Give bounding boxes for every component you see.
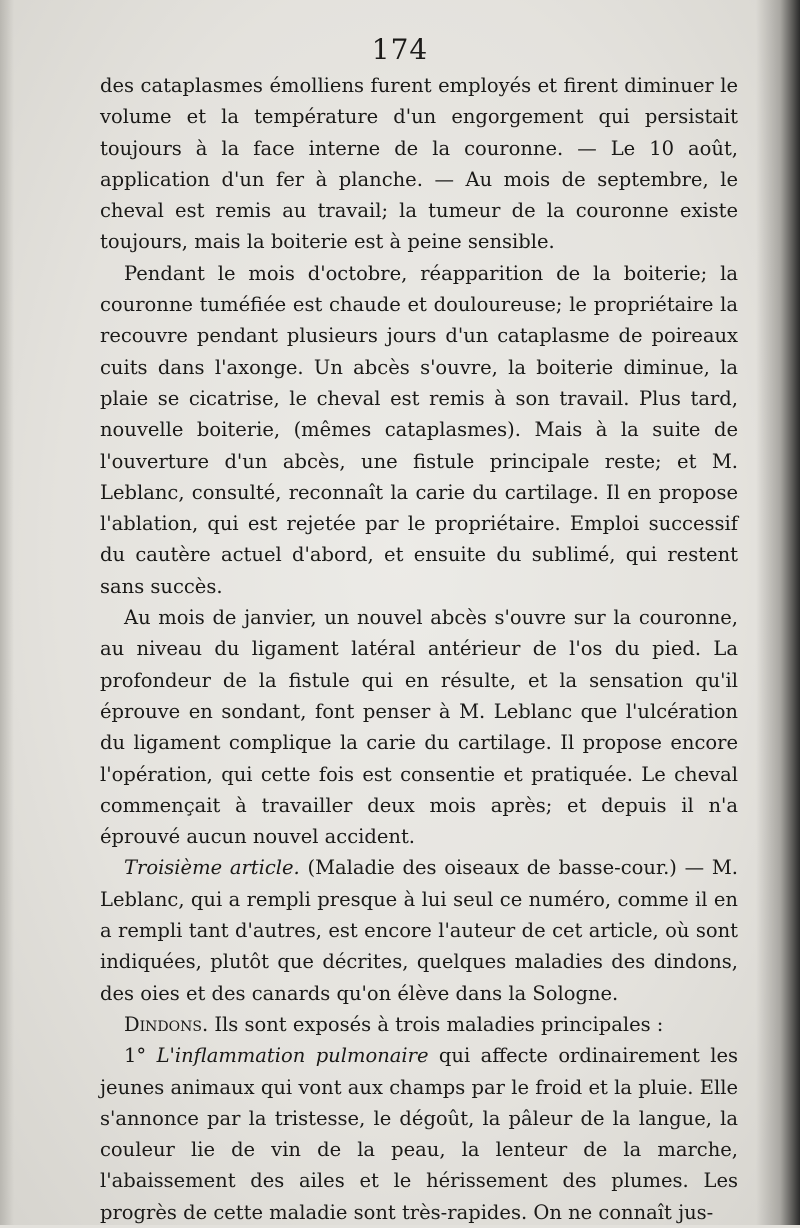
paragraph-4-text: (Maladie des oiseaux de basse-cour.) — M. Leblanc, qui a rempli presque à lui seul ce numéro, comme il en a rempli tant d'autres, est encore l'auteur de cet article, où sont indiquées, plutôt que décrites, quelques maladies des dindons, des oies et des canards qu'on élève dans la Sologne.: [100, 856, 739, 1005]
disease-name: L'inflammation pulmonaire: [146, 1044, 429, 1068]
page-gutter-shadow-left: [0, 0, 14, 1225]
paragraph-5-text: Ils sont exposés à trois maladies principales :: [208, 1012, 664, 1036]
item-number: 1°: [124, 1044, 147, 1068]
page-edge-shadow-right: [756, 0, 800, 1225]
paragraph-6-text: qui affecte ordinairement les jeunes animaux qui vont aux champs par le froid et la pluie. Elle s'annonce par la tristesse, le dégoût, la pâleur de la langue, la couleur lie de vin de la peau, la lenteur de la marche, l'abaissement des ailes et le hérissement des plumes. Les progrès de cette maladie sont très-rapides. On ne connaît jus-: [100, 1044, 738, 1224]
paragraph-6: [100, 1040, 738, 1228]
paragraph-4: [100, 852, 738, 1008]
page-number: 174: [371, 33, 429, 66]
section-heading-dindons: Dindons.: [124, 1012, 209, 1036]
paragraph-2: Pendant le mois d'octobre, réapparition de la boiterie; la couronne tuméfiée est chaude et douloureuse; le propriétaire la recouvre pendant plusieurs jours d'un cataplasme de poireaux cuits dans l'axonge. Un abcès s'ouvre, la boiterie diminue, la plaie se cicatrise, le cheval est remis à son travail. Plus tard, nouvelle boiterie, (mêmes cataplasmes). Mais à la suite de l'ouverture d'un abcès, une fistule principale reste; et M. Leblanc, consulté, reconnaît la carie du cartilage. Il en propose l'ablation, qui est rejetée par le propriétaire. Emploi successif du cautère actuel d'abord, et ensuite du sublimé, qui restent sans succès.: [100, 261, 738, 598]
paragraph-5: [100, 1009, 738, 1040]
body-text: [100, 70, 738, 1228]
paragraph-1: des cataplasmes émolliens furent employés et firent diminuer le volume et la température d'un engorgement qui persistait toujours à la face interne de la couronne. — Le 10 août, application d'un fer à planche. — Au mois de septembre, le cheval est remis au travail; la tumeur de la couronne existe toujours, mais la boiterie est à peine sensible.: [100, 74, 738, 254]
paragraph-3: Au mois de janvier, un nouvel abcès s'ouvre sur la couronne, au niveau du ligament latéral antérieur de l'os du pied. La profondeur de la fistule qui en résulte, et la sensation qu'il éprouve en sondant, font penser à M. Leblanc que l'ulcération du ligament complique la carie du cartilage. Il propose encore l'opération, qui cette fois est consentie et pratiquée. Le cheval commençait à travailler deux mois après; et depuis il n'a éprouvé aucun nouvel accident.: [100, 606, 738, 849]
article-heading: Troisième article.: [124, 856, 300, 880]
